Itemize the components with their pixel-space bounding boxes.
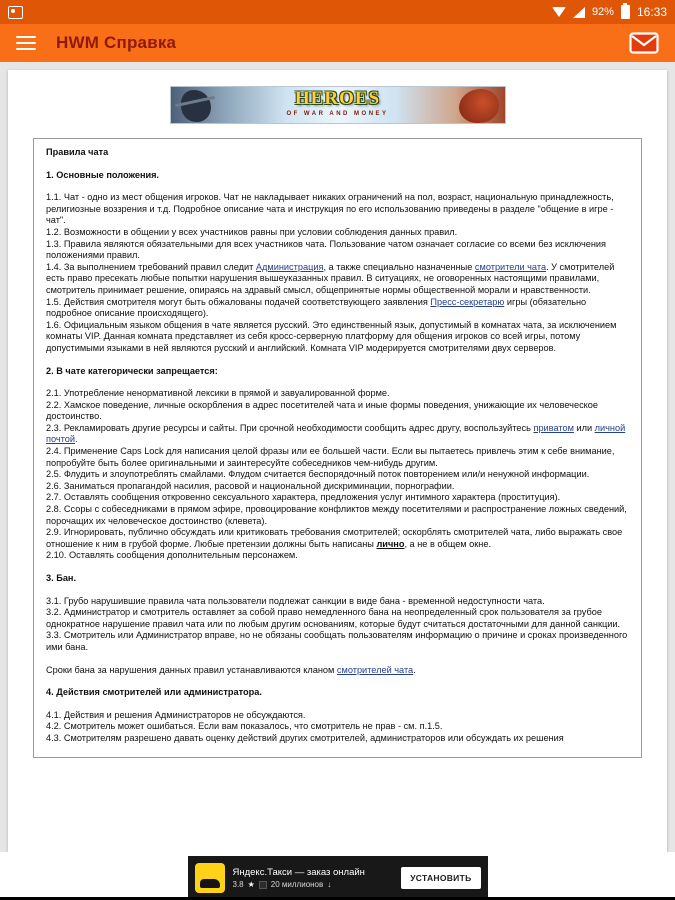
content-area — [0, 62, 675, 852]
clock: 16:33 — [636, 5, 667, 19]
download-icon: ↓ — [327, 880, 332, 889]
rule-paragraph — [46, 297, 629, 320]
wifi-icon — [552, 7, 566, 17]
section-heading: 4. Действия смотрителей или администратора. — [46, 687, 262, 698]
text-run: . — [413, 664, 416, 675]
status-bar-left — [8, 6, 23, 19]
ad-banner[interactable] — [188, 856, 488, 900]
ad-body — [233, 867, 394, 889]
rule-paragraph — [46, 733, 629, 745]
text-run: 1.6. Официальным языком общения в чате является русский. Это единственный язык, допустимый в комнатах чата, за исключением комнаты VIP. Данная комната представляет из себя кросс-серверную платформу для общения игроков со всей игры, потому допустимыми языками в ней являются русский и английский. Комната VIP модерируется смотрителями двух серверов. — [46, 319, 617, 353]
section-heading: 1. Основные положения. — [46, 169, 160, 180]
inline-link[interactable]: смотрителей чата — [336, 664, 414, 675]
text-run: 3.3. Смотритель или Администратор вправе, но не обязаны сообщать пользователям информацию о причине и сроках произведенного ими бана. — [46, 630, 628, 652]
rule-paragraph — [46, 262, 629, 297]
rule-paragraph — [46, 239, 629, 262]
inline-link[interactable]: смотрители чата — [474, 261, 547, 272]
inline-link[interactable]: личной почтой — [46, 422, 626, 445]
text-run: 2.10. Оставлять сообщения дополнительным персонажем. — [46, 550, 298, 561]
text-run: 4.3. Смотрителям разрешено давать оценку действий других смотрителей, администраторов или обсуждать их решения — [46, 732, 564, 743]
rule-paragraph — [46, 388, 629, 400]
rule-paragraph — [46, 630, 629, 653]
rule-paragraph — [46, 423, 629, 446]
text-run: 2.4. Применение Caps Lock для написания целой фразы или ее большей части. Если вы пытаетесь привлечь этим к себе внимание, попробуйте быть более оригинальными и заинтересуйте собеседников чем-нибудь другим. — [46, 446, 615, 468]
rule-paragraph — [46, 710, 629, 722]
text-run: 2.7. Оставлять сообщения откровенно сексуального характера, предложения услуг интимного характера (проституция). — [46, 492, 561, 503]
text-run: 2.6. Заниматься пропагандой насилия, расовой и национальной дискриминации, порнографии. — [46, 480, 455, 491]
text-run: , а не в общем окне. — [404, 538, 492, 549]
banner-title: HEROES — [294, 88, 381, 109]
text-run: 1.3. Правила являются обязательными для всех участников чата. Пользование чатом означает согласие со всеми без исключения положениями правил. — [46, 238, 607, 261]
rules-section — [46, 147, 629, 159]
banner-text — [171, 88, 505, 117]
text-run: , а также специально назначенные — [323, 261, 475, 272]
rules-section — [46, 665, 629, 677]
rule-paragraph — [46, 721, 629, 733]
text-run: 4.2. Смотритель может ошибаться. Если вам показалось, что смотритель не прав - см. п.1.5. — [46, 721, 443, 732]
section-heading: 3. Бан. — [46, 573, 77, 583]
screenshot-icon — [8, 6, 23, 19]
rules-section — [46, 687, 629, 744]
text-run: 3.2. Администратор и смотритель оставляет за собой право немедленного бана на неопределенный срок пользователя за грубое однократное нарушение правил чата или по любым другим основаниям, которые будут считаться достаточными для данной санкции. — [46, 607, 621, 629]
install-button[interactable]: УСТАНОВИТЬ — [401, 867, 480, 889]
text-run: 4.1. Действия и решения Администраторов не обсуждаются. — [46, 709, 306, 720]
banner-subtitle: OF WAR AND MONEY — [286, 111, 389, 117]
rule-paragraph — [46, 492, 629, 504]
text-run: игры (обязательно подробное описание происходящего). — [46, 296, 587, 319]
rule-paragraph — [46, 192, 629, 227]
rule-paragraph — [46, 320, 629, 355]
ad-app-icon — [195, 863, 225, 893]
inline-link[interactable]: Пресс-секретарю — [430, 296, 505, 307]
text-run: Сроки бана за нарушения данных правил устанавливаются кланом — [46, 664, 337, 675]
inline-link[interactable]: Администрация — [255, 261, 324, 272]
rules-section — [46, 170, 629, 355]
rules-text — [46, 147, 629, 745]
text-run: 1.2. Возможности в общении у всех участников равны при условии соблюдения данных правил. — [46, 226, 458, 237]
rule-paragraph — [46, 607, 629, 630]
text-run: 1.1. Чат - одно из мест общения игроков. Чат не накладывает никаких ограничений на пол, возраст, национальную принадлежность, религиозные воззрения и т.д. Подробное описание чата и инструкция по его использованию приведены в разделе "общение в игре - чат". — [46, 192, 614, 226]
ad-title: Яндекс.Такси — заказ онлайн — [232, 867, 365, 878]
text-run: . У смотрителей есть право пресекать любые попытки нарушения вышеуказанных правил. В ситуациях, не оговоренных настоящими правилами, смотритель принимает решение, опираясь на здравый смысл, общепринятые нормы общественной морали и нравственности. — [46, 261, 615, 295]
emphasized-text: лично — [376, 538, 405, 549]
text-run: 1.4. За выполнением требований правил следит — [46, 261, 256, 272]
rule-paragraph — [46, 596, 629, 608]
rule-paragraph — [46, 504, 629, 527]
status-bar-right — [552, 5, 667, 19]
text-run: 2.8. Ссоры с собеседниками в прямом эфире, провоцирование конфликтов между посетителями и распространение ложных сведений, порочащих их человеческое достоинство (клевета). — [46, 504, 627, 526]
rules-section — [46, 573, 629, 654]
ad-downloads: 20 миллионов — [270, 880, 324, 889]
signal-icon — [573, 7, 585, 18]
text-run: 3.1. Грубо нарушившие правила чата пользователи подлежат санкции в виде бана - временной недоступности чата. — [46, 595, 545, 606]
rule-paragraph — [46, 400, 629, 423]
rule-paragraph — [46, 665, 629, 677]
rule-paragraph — [46, 227, 629, 239]
inline-link[interactable]: приватом — [533, 422, 574, 433]
rule-paragraph — [46, 469, 629, 481]
page-card — [8, 70, 667, 852]
rules-section — [46, 366, 629, 563]
battery-icon — [621, 5, 630, 19]
app-bar — [0, 24, 675, 62]
battery-percent: 92% — [591, 6, 614, 18]
text-run: 2.9. Игнорировать, публично обсуждать или критиковать требования смотрителей; оскорблять смотрителей чата, либо выражать свое отношение к ним в грубой форме. Любые претензии должны быть написаны — [46, 527, 623, 549]
menu-icon[interactable] — [16, 36, 36, 51]
rule-paragraph — [46, 481, 629, 493]
age-rating-badge — [259, 881, 267, 889]
text-run: . — [75, 434, 78, 445]
ad-rating: 3.8 — [232, 880, 244, 889]
ad-meta — [233, 880, 394, 889]
star-icon: ★ — [247, 880, 255, 889]
game-banner[interactable] — [170, 86, 506, 124]
section-heading: 2. В чате категорически запрещается: — [46, 365, 218, 376]
rule-paragraph — [46, 527, 629, 550]
mail-icon[interactable] — [629, 32, 659, 54]
rules-box — [33, 138, 642, 758]
section-heading: Правила чата — [46, 147, 109, 157]
text-run: или — [573, 422, 595, 433]
text-run: 1.5. Действия смотрителя могут быть обжалованы подачей соответствующего заявления — [46, 296, 431, 307]
text-run: 2.5. Флудить и злоупотреблять смайлами. Флудом считается беспорядочный поток повторением или/и ненужной информации. — [46, 469, 590, 480]
text-run: 2.3. Рекламировать другие ресурсы и сайты. При срочной необходимости сообщить адрес другу, воспользуйтесь — [46, 422, 534, 433]
status-bar — [0, 0, 675, 24]
rule-paragraph — [46, 446, 629, 469]
text-run: 2.1. Употребление ненормативной лексики в прямой и завуалированной форме. — [46, 388, 390, 399]
rule-paragraph — [46, 550, 629, 562]
text-run: 2.2. Хамское поведение, личные оскорбления в адрес посетителей чата и иные формы поведения, унижающие их человеческое достоинство. — [46, 399, 599, 422]
page-title: HWM Справка — [56, 33, 177, 52]
ad-strip — [0, 852, 675, 900]
